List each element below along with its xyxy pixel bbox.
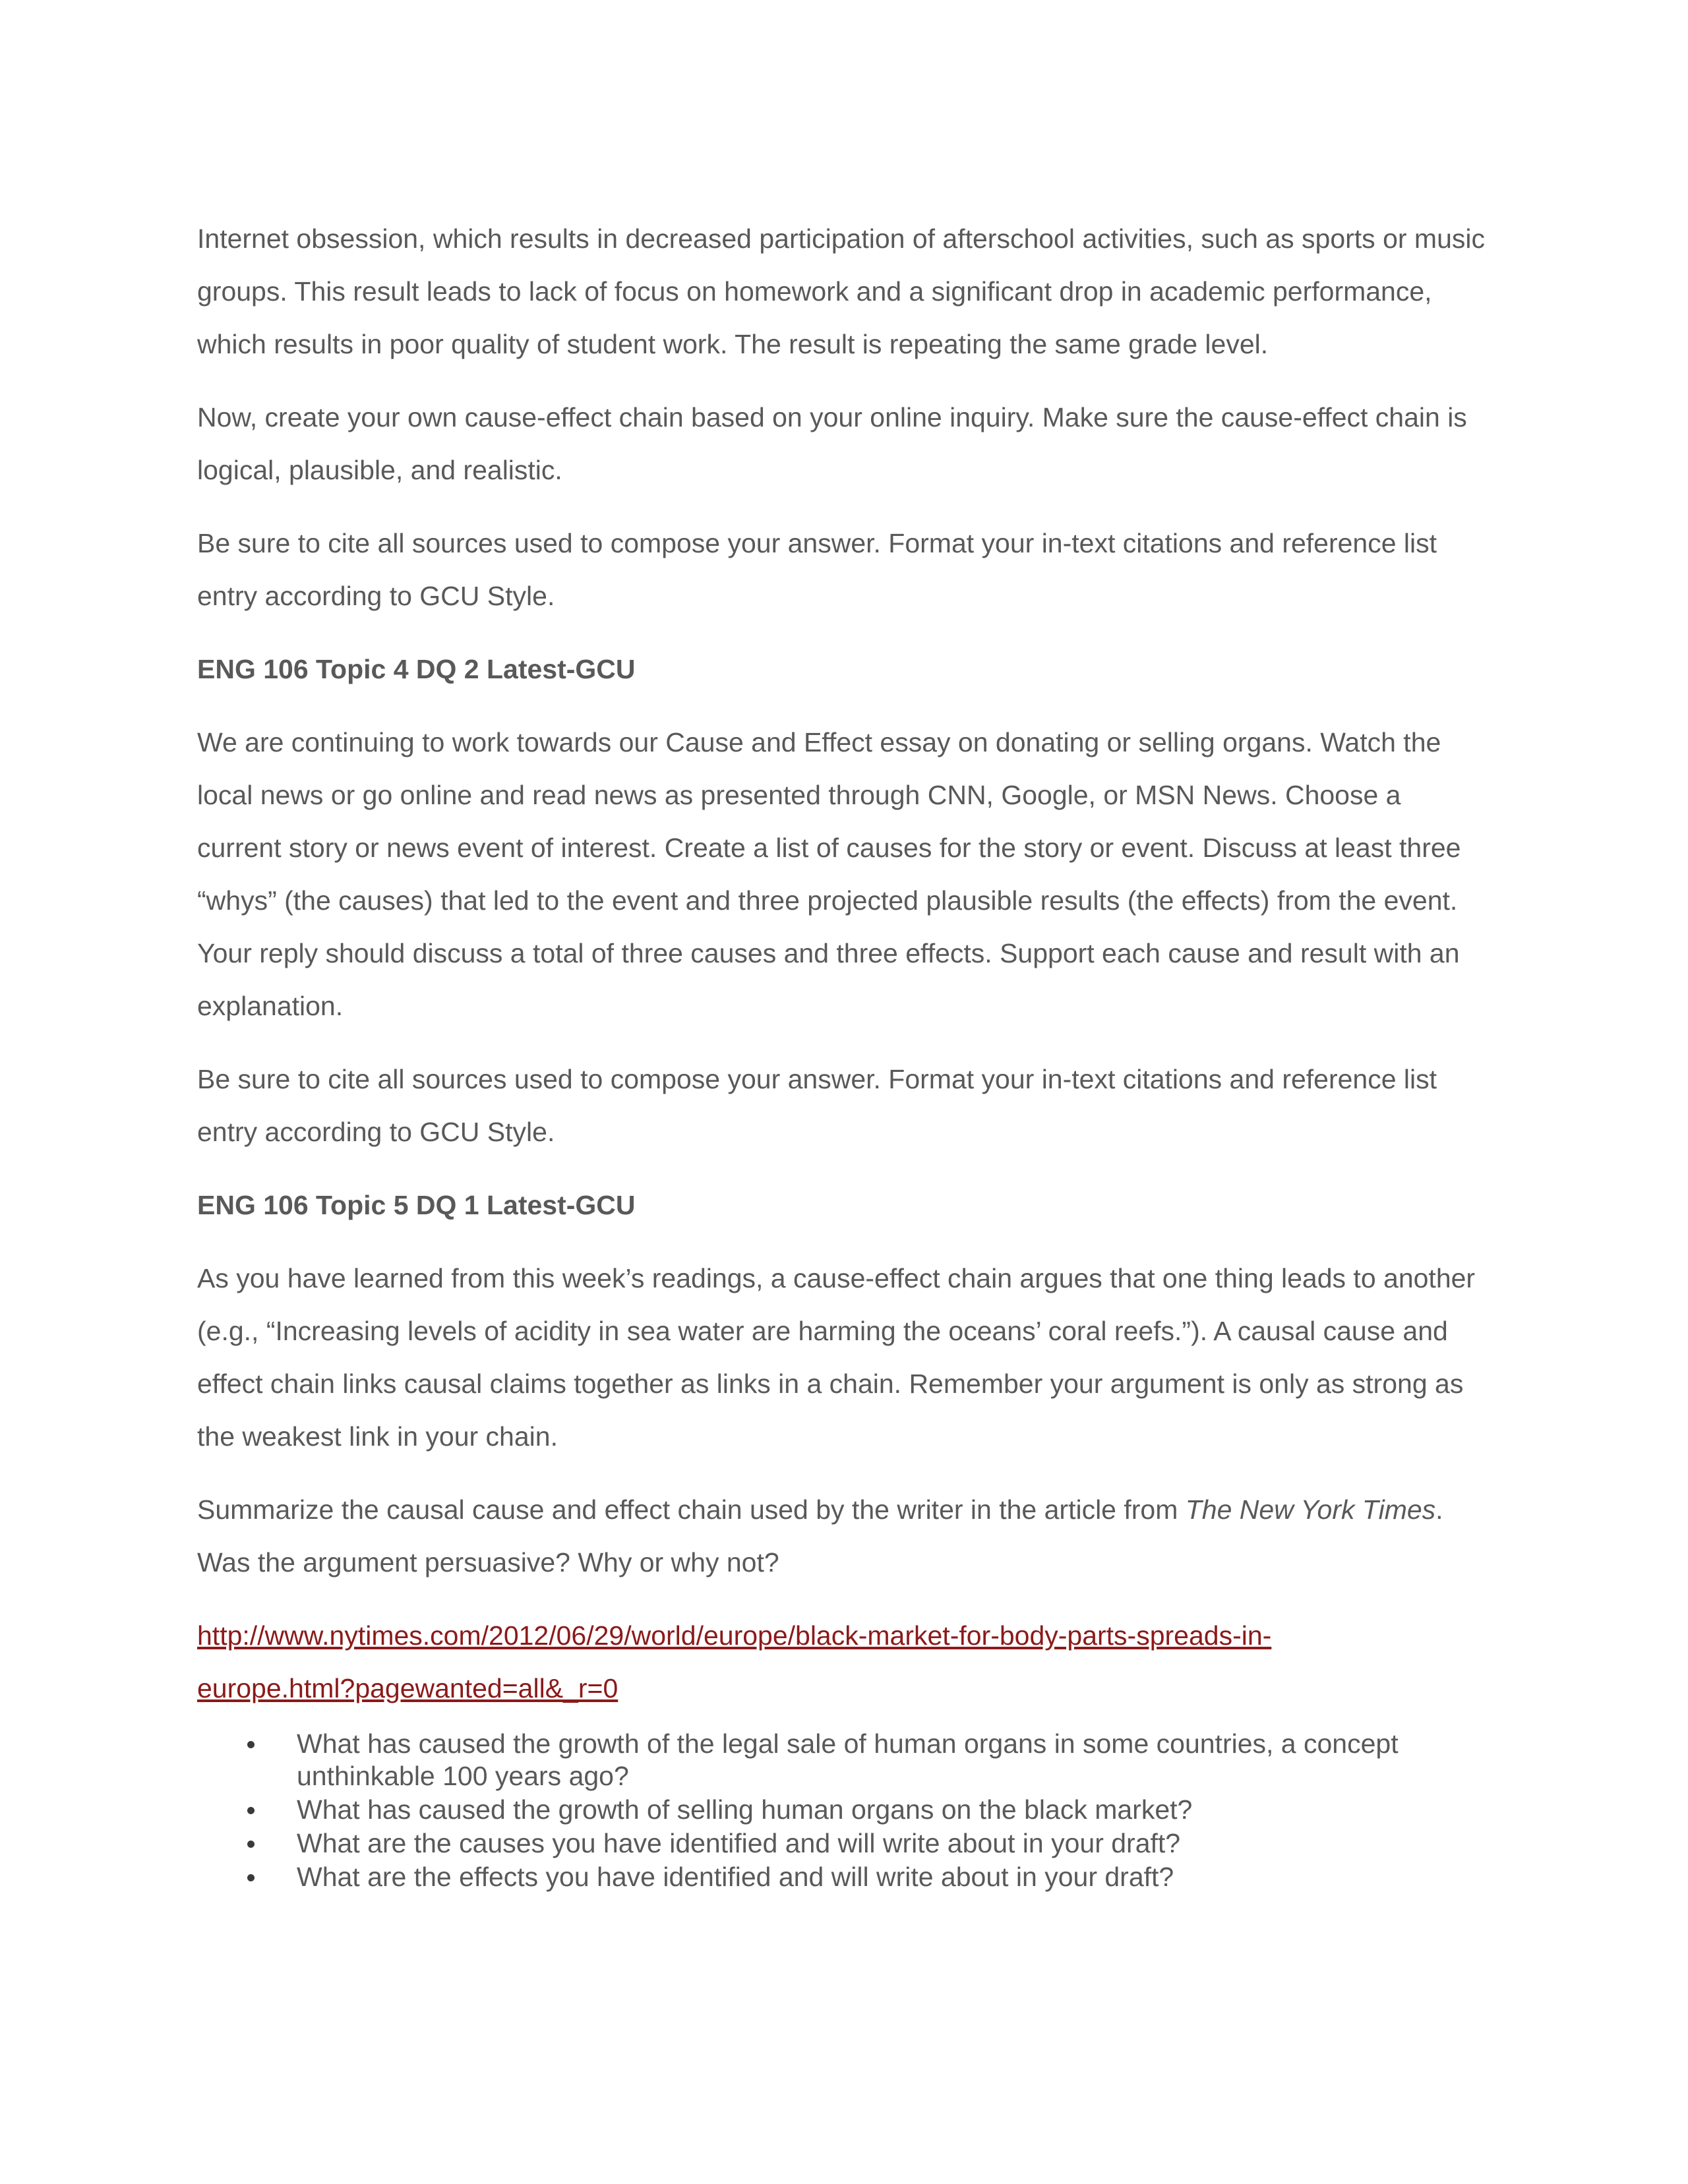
bullet-icon — [247, 1807, 255, 1814]
heading-topic-4-dq-2: ENG 106 Topic 4 DQ 2 Latest-GCU — [197, 654, 636, 684]
paragraph-cite-sources-2: Be sure to cite all sources used to compose your answer. Format your in-text citations and reference list entry according to GCU Style. — [197, 1064, 1437, 1147]
list-item-text: What are the causes you have identified and will write about in your draft? — [297, 1828, 1181, 1858]
list-item-text: What has caused the growth of selling human organs on the black market? — [297, 1794, 1193, 1825]
paragraph-cause-effect-essay: We are continuing to work towards our Cause and Effect essay on donating or selling organs. Watch the local news or go online and read news as presented through CNN, Google, or MSN News. Choose a current story or news event of interest. Create a list of causes for the story or event. Discuss at least three “whys” (the causes) that led to the event and three projected plausible results (the effects) from the event. Your reply should discuss a total of three causes and three effects. Support each cause and result with an explanation. — [197, 727, 1461, 1021]
list-item — [197, 1827, 1490, 1860]
article-link-paragraph — [197, 1609, 1490, 1715]
bullet-icon — [247, 1841, 255, 1848]
document-page — [197, 212, 1490, 1895]
publication-title: The New York Times — [1185, 1494, 1436, 1525]
article-link-line-1[interactable]: http://www.nytimes.com/2012/06/29/world/europe/black-market-for-body-parts-spreads-in- — [197, 1620, 1272, 1651]
paragraph-cite-sources-1: Be sure to cite all sources used to compose your answer. Format your in-text citations and reference list entry according to GCU Style. — [197, 528, 1437, 611]
bullet-icon — [247, 1874, 255, 1881]
list-item — [197, 1794, 1490, 1826]
paragraph-internet-obsession: Internet obsession, which results in decreased participation of afterschool activities, such as sports or music groups. This result leads to lack of focus on homework and a significant drop in academic performance, which results in poor quality of student work. The result is repeating the same grade level. — [197, 223, 1485, 359]
article-link-line-2[interactable]: europe.html?pagewanted=all&_r=0 — [197, 1673, 618, 1703]
list-item — [197, 1861, 1490, 1893]
question-list — [197, 1728, 1490, 1893]
list-item — [197, 1728, 1490, 1792]
paragraph-cause-effect-chain: As you have learned from this week’s readings, a cause-effect chain argues that one thing leads to another (e.g., “Increasing levels of acidity in sea water are harming the oceans’ coral reefs.”). A causal cause and effect chain links causal claims together as links in a chain. Remember your argument is only as strong as the weakest link in your chain. — [197, 1263, 1476, 1452]
summarize-text-end: . Was the argument persuasive? Why or why not? — [197, 1494, 1443, 1578]
list-item-text: What are the effects you have identified and will write about in your draft? — [297, 1862, 1174, 1892]
bullet-icon — [247, 1741, 255, 1748]
paragraph-create-chain: Now, create your own cause-effect chain based on your online inquiry. Make sure the cause-effect chain is logical, plausible, and realistic. — [197, 402, 1467, 485]
list-item-text: What has caused the growth of the legal sale of human organs in some countries, a concept unthinkable 100 years ago? — [297, 1728, 1399, 1791]
heading-topic-5-dq-1: ENG 106 Topic 5 DQ 1 Latest-GCU — [197, 1190, 636, 1220]
summarize-text: Summarize the causal cause and effect chain used by the writer in the article from — [197, 1494, 1186, 1525]
paragraph-summarize — [197, 1483, 1490, 1589]
